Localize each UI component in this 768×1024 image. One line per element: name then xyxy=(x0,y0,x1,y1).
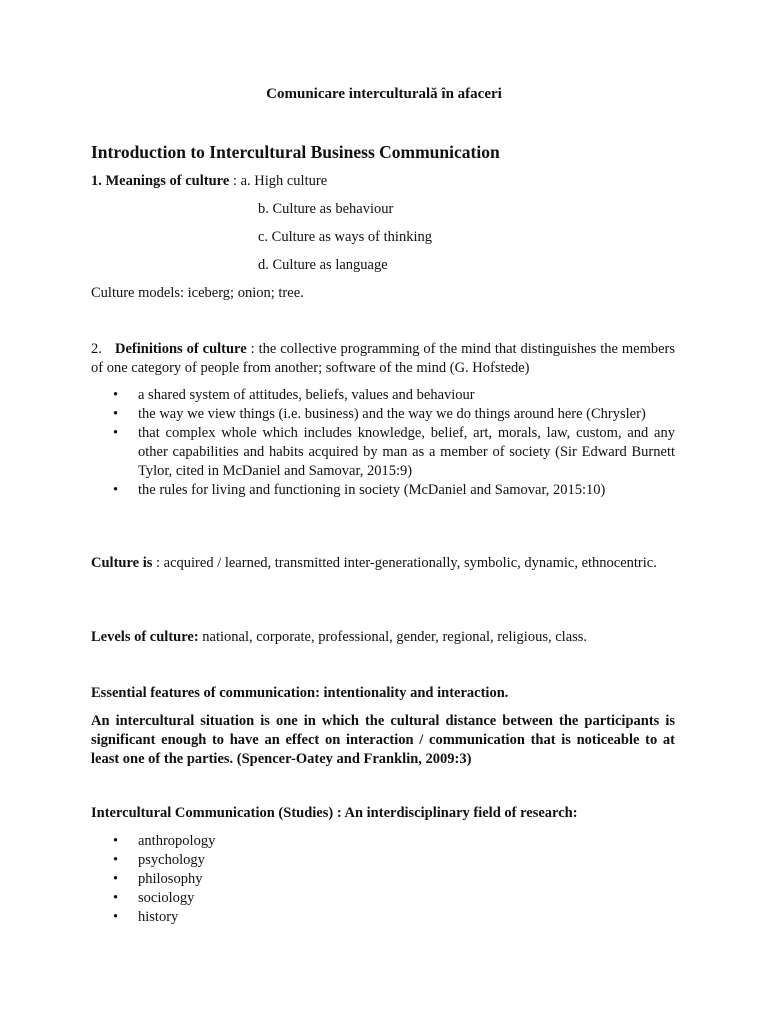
section1-separator: : xyxy=(229,173,241,189)
bullet-icon: • xyxy=(113,482,119,498)
meaning-item-a: a. High culture xyxy=(240,173,328,189)
bullet-icon: • xyxy=(113,871,119,887)
section1-first-line xyxy=(91,172,327,191)
meaning-item-d: d. Culture as language xyxy=(258,257,388,273)
culture-is-text: : acquired / learned, transmitted inter-generationally, symbolic, dynamic, ethnocentric. xyxy=(152,555,657,571)
definitions-list xyxy=(91,386,675,500)
culture-is-paragraph xyxy=(91,554,675,573)
list-item: • psychology xyxy=(113,852,205,868)
meaning-item-c: c. Culture as ways of thinking xyxy=(258,229,432,245)
section1-label: Meanings of culture xyxy=(105,173,230,189)
bullet-icon: • xyxy=(113,890,119,906)
page-heading: Introduction to Intercultural Business Communication xyxy=(91,142,500,162)
meaning-item-b: b. Culture as behaviour xyxy=(258,201,394,217)
levels-text: national, corporate, professional, gender, regional, religious, class. xyxy=(198,629,588,645)
bullet-icon: • xyxy=(113,833,119,849)
list-item: • history xyxy=(113,909,179,925)
document-title: Comunicare interculturală în afaceri xyxy=(266,86,502,102)
bullet-icon: • xyxy=(113,852,119,868)
communication-features: Essential features of communication: intentionality and interaction. xyxy=(91,685,509,701)
section2-definition xyxy=(91,340,675,378)
bullet-icon: • xyxy=(113,425,119,441)
levels-paragraph xyxy=(91,628,675,647)
bullet-icon: • xyxy=(113,387,119,403)
list-item: • that complex whole which includes knowledge, belief, art, morals, law, custom, and any other capabilities and habits acquired by man as a member of society (Sir Edward Burnett Tylor, cited in McDaniel and Samovar, 2015:9) xyxy=(113,425,675,479)
section2-label: Definitions of culture xyxy=(115,341,247,357)
disciplines-list xyxy=(91,832,675,927)
list-item: • anthropology xyxy=(113,833,216,849)
list-item: • a shared system of attitudes, beliefs, values and behaviour xyxy=(113,387,475,403)
bullet-icon: • xyxy=(113,909,119,925)
list-item: • philosophy xyxy=(113,871,203,887)
section2-number: 2. xyxy=(91,341,102,357)
list-item: • the rules for living and functioning in society (McDaniel and Samovar, 2015:10) xyxy=(113,482,606,498)
section2-text: : the collective programming of the mind that distinguishes the members of one category of people from another; software of the mind (G. Hofstede) xyxy=(91,341,676,376)
culture-is-label: Culture is xyxy=(91,555,153,571)
list-item: • the way we view things (i.e. business) and the way we do things around here (Chrysler) xyxy=(113,406,646,422)
field-heading: Intercultural Communication (Studies) : An interdisciplinary field of research: xyxy=(91,805,578,821)
intercultural-situation: An intercultural situation is one in which the cultural distance between the participants is significant enough to have an effect on interaction / communication that is noticeable to at least one of the parties. (Spencer-Oatey and Franklin, 2009:3) xyxy=(91,713,675,767)
section1-number: 1. xyxy=(91,173,102,189)
list-item: • sociology xyxy=(113,890,195,906)
levels-label: Levels of culture: xyxy=(91,629,199,645)
bullet-icon: • xyxy=(113,406,119,422)
culture-models: Culture models: iceberg; onion; tree. xyxy=(91,285,304,301)
